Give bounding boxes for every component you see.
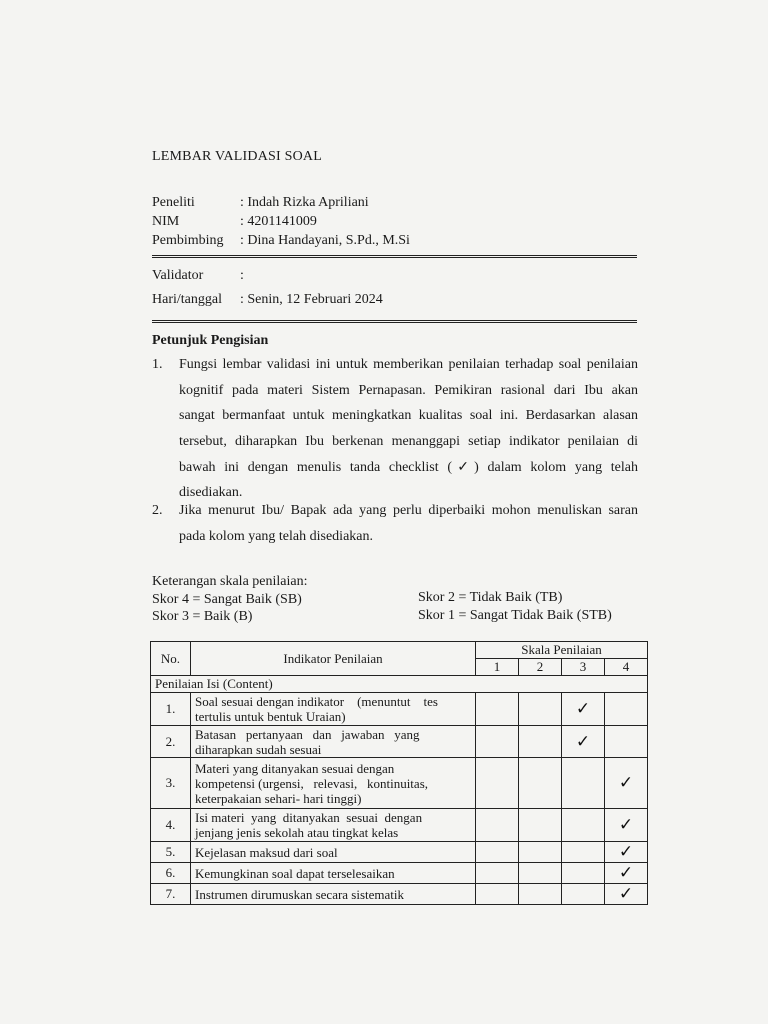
row-number: 3.	[151, 758, 191, 809]
score-cell-4[interactable]	[605, 693, 648, 726]
nim-row	[152, 212, 317, 232]
legend-score-2: Skor 2 = Tidak Baik (TB)	[418, 590, 563, 605]
table-row	[151, 726, 648, 758]
score-cell-2[interactable]	[519, 758, 562, 809]
legend-score-3: Skor 3 = Baik (B)	[152, 609, 253, 624]
header-scale-2: 2	[519, 659, 562, 676]
date-label: Hari/tanggal	[152, 292, 222, 307]
score-cell-1[interactable]	[476, 842, 519, 863]
score-cell-4[interactable]	[605, 726, 648, 758]
checkmark-icon: ✓	[618, 773, 634, 793]
row-number: 5.	[151, 842, 191, 863]
score-cell-1[interactable]	[476, 693, 519, 726]
score-cell-3[interactable]	[562, 863, 605, 884]
score-cell-1[interactable]	[476, 863, 519, 884]
row-number: 2.	[151, 726, 191, 758]
score-cell-1[interactable]	[476, 884, 519, 905]
row-indicator	[191, 884, 476, 905]
table-row	[151, 809, 648, 842]
double-rule-2	[152, 320, 637, 323]
score-cell-3[interactable]	[562, 809, 605, 842]
instruction-line: pada kolom yang telah disediakan.	[179, 528, 373, 544]
legend-score-4: Skor 4 = Sangat Baik (SB)	[152, 592, 302, 607]
header-scale-1: 1	[476, 659, 519, 676]
instruction-line: tersebut, diharapkan Ibu berkenan menanggapi setiap indikator penilaian di	[179, 433, 638, 449]
instruction-line: Jika menurut Ibu/ Bapak ada yang perlu diperbaiki mohon menuliskan saran	[179, 503, 638, 518]
row-indicator	[191, 693, 476, 726]
supervisor-value: : Dina Handayani, S.Pd., M.Si	[240, 233, 410, 248]
header-scale-3: 3	[562, 659, 605, 676]
indicator-text-line: Soal sesuai dengan indikator (menuntut tes	[195, 694, 438, 709]
date-value: : Senin, 12 Februari 2024	[240, 292, 383, 307]
score-cell-3[interactable]	[562, 693, 605, 726]
row-number: 7.	[151, 884, 191, 905]
header-indicator: Indikator Penilaian	[191, 642, 476, 676]
row-number: 1.	[151, 693, 191, 726]
checkmark-icon: ✓	[618, 863, 634, 883]
indicator-text-line: Instrumen dirumuskan secara sistematik	[195, 886, 405, 902]
checkmark-icon: ✓	[618, 884, 634, 904]
legend-score-1: Skor 1 = Sangat Tidak Baik (STB)	[418, 608, 612, 623]
supervisor-label: Pembimbing	[152, 233, 224, 248]
instructions-heading: Petunjuk Pengisian	[152, 333, 269, 348]
score-cell-2[interactable]	[519, 693, 562, 726]
indicator-text-line: Kejelasan maksud dari soal	[195, 844, 338, 860]
score-cell-1[interactable]	[476, 758, 519, 809]
instruction-line: kognitif pada materi Sistem Pernapasan. Pemikiran rasional dari Ibu akan	[179, 382, 638, 398]
indicator-text-line: Kemungkinan soal dapat terselesaikan	[195, 865, 395, 881]
row-indicator	[191, 726, 476, 758]
score-cell-4[interactable]	[605, 842, 648, 863]
table-row	[151, 693, 648, 726]
score-cell-2[interactable]	[519, 809, 562, 842]
row-number: 4.	[151, 809, 191, 842]
row-indicator	[191, 842, 476, 863]
instruction-line: sangat bermanfaat untuk meningkatkan kualitas soal ini. Berdasarkan alasan	[179, 408, 638, 423]
row-number: 6.	[151, 863, 191, 884]
table-row	[151, 863, 648, 884]
indicator-text-line: keterpakaian sehari- hari tinggi)	[195, 790, 362, 806]
score-cell-4[interactable]	[605, 809, 648, 842]
checkmark-icon: ✓	[618, 815, 634, 835]
table-row	[151, 842, 648, 863]
score-cell-2[interactable]	[519, 863, 562, 884]
indicator-text-line: diharapkan sudah sesuai	[195, 741, 322, 757]
score-cell-2[interactable]	[519, 842, 562, 863]
indicator-text-line: tertulis untuk bentuk Uraian)	[195, 709, 346, 724]
score-cell-2[interactable]	[519, 884, 562, 905]
instruction-line: disediakan.	[179, 484, 243, 500]
row-indicator	[191, 809, 476, 842]
score-cell-2[interactable]	[519, 726, 562, 758]
instruction-line: bawah ini dengan menulis tanda checklist (✓) dalam kolom yang telah	[179, 460, 638, 475]
researcher-row	[152, 193, 369, 213]
score-cell-4[interactable]	[605, 863, 648, 884]
checkmark-icon: ✓	[575, 731, 591, 752]
nim-label: NIM	[152, 214, 180, 229]
date-row	[152, 290, 383, 310]
section-row-content: Penilaian Isi (Content)	[151, 676, 648, 693]
validator-row	[152, 266, 244, 286]
validator-value: :	[240, 268, 244, 283]
document-title: LEMBAR VALIDASI SOAL	[152, 149, 322, 164]
instruction-number: 1.	[152, 357, 163, 372]
table-row	[151, 884, 648, 905]
indicator-text-line: jenjang jenis sekolah atau tingkat kelas	[195, 825, 399, 840]
row-indicator	[191, 758, 476, 809]
indicator-text-line: Batasan pertanyaan dan jawaban yang	[195, 726, 420, 742]
indicator-text-line: Materi yang ditanyakan sesuai dengan	[195, 760, 395, 776]
score-cell-4[interactable]	[605, 884, 648, 905]
score-cell-1[interactable]	[476, 726, 519, 758]
indicator-text-line: Isi materi yang ditanyakan sesuai dengan	[195, 810, 423, 825]
score-cell-3[interactable]	[562, 842, 605, 863]
checkmark-icon: ✓	[618, 842, 634, 862]
instruction-line: Fungsi lembar validasi ini untuk memberikan penilaian terhadap soal penilaian	[179, 357, 638, 372]
validator-label: Validator	[152, 268, 204, 283]
researcher-label: Peneliti	[152, 195, 195, 210]
header-no: No.	[151, 642, 191, 676]
row-indicator	[191, 863, 476, 884]
researcher-value: : Indah Rizka Apriliani	[240, 195, 369, 210]
header-scale-4: 4	[605, 659, 648, 676]
header-scale: Skala Penilaian	[476, 642, 648, 659]
table-row	[151, 758, 648, 809]
double-rule-1	[152, 255, 637, 258]
score-cell-3[interactable]	[562, 726, 605, 758]
score-cell-3[interactable]	[562, 884, 605, 905]
supervisor-row	[152, 231, 410, 251]
score-cell-1[interactable]	[476, 809, 519, 842]
nim-value: : 4201141009	[240, 214, 317, 229]
checkmark-icon: ✓	[575, 699, 591, 719]
validation-table	[150, 641, 648, 905]
score-cell-3[interactable]	[562, 758, 605, 809]
legend-heading: Keterangan skala penilaian:	[152, 574, 308, 589]
instruction-number: 2.	[152, 503, 163, 518]
indicator-text-line: kompetensi (urgensi, relevasi, kontinuitas,	[195, 775, 428, 791]
score-cell-4[interactable]	[605, 758, 648, 809]
